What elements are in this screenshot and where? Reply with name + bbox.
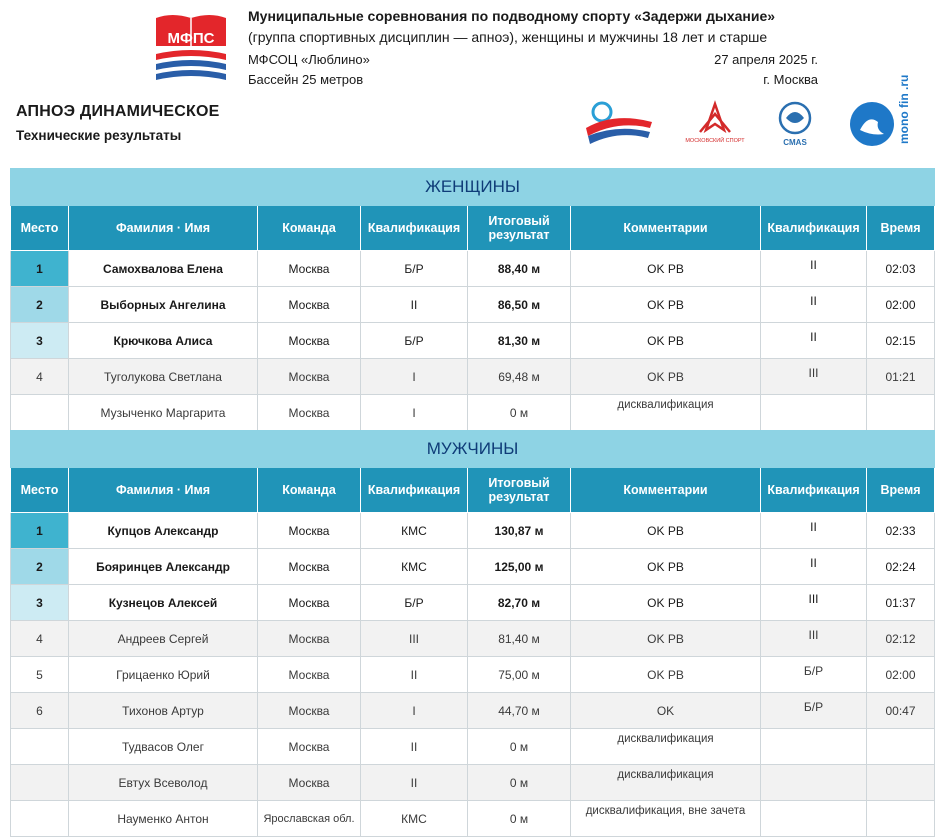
time-cell: 00:47 (867, 693, 935, 729)
result-cell: 0 м (468, 729, 571, 765)
table-row (11, 513, 935, 549)
comment-cell: OK PB (571, 621, 761, 657)
place-cell: 6 (11, 693, 69, 729)
qualification-earned-cell (761, 801, 867, 837)
place-cell (11, 395, 69, 431)
col-team: Команда (258, 468, 361, 513)
team-cell: Москва (258, 621, 361, 657)
team-cell: Москва (258, 395, 361, 431)
place-cell: 1 (11, 513, 69, 549)
women-section-title: ЖЕНЩИНЫ (11, 169, 935, 206)
men-section-title: МУЖЧИНЫ (11, 431, 935, 468)
qualification-cell: II (361, 657, 468, 693)
time-cell: 02:00 (867, 287, 935, 323)
table-row (11, 549, 935, 585)
name-cell: Бояринцев Александр (69, 549, 258, 585)
comment-cell: OK PB (571, 359, 761, 395)
table-row (11, 323, 935, 359)
result-cell: 130,87 м (468, 513, 571, 549)
name-cell: Музыченко Маргарита (69, 395, 258, 431)
qualification-earned-cell (761, 765, 867, 801)
time-cell (867, 765, 935, 801)
women-header-row (11, 206, 935, 251)
name-cell: Тихонов Артур (69, 693, 258, 729)
comment-cell: OK PB (571, 585, 761, 621)
col-qualification: Квалификация (361, 468, 468, 513)
qualification-cell: I (361, 395, 468, 431)
table-row (11, 765, 935, 801)
discipline-title: АПНОЭ ДИНАМИЧЕСКОЕ (16, 103, 220, 120)
qualification-earned-cell (761, 729, 867, 765)
col-name: Фамилия · Имя (69, 468, 258, 513)
men-results-table (10, 430, 935, 837)
team-cell: Москва (258, 359, 361, 395)
time-cell: 02:15 (867, 323, 935, 359)
cmas-text: CMAS (783, 138, 807, 147)
result-cell: 0 м (468, 801, 571, 837)
table-row (11, 801, 935, 837)
qualification-cell: I (361, 693, 468, 729)
col-place: Место (11, 206, 69, 251)
name-cell: Самохвалова Елена (69, 251, 258, 287)
comment-cell: OK PB (571, 323, 761, 359)
place-cell: 4 (11, 359, 69, 395)
result-cell: 0 м (468, 765, 571, 801)
table-row (11, 251, 935, 287)
qualification-earned-cell: II (761, 549, 867, 585)
col-time: Время (867, 468, 935, 513)
qualification-earned-cell: II (761, 251, 867, 287)
place-cell: 5 (11, 657, 69, 693)
swimmer-wave-logo (584, 100, 654, 150)
qualification-cell: I (361, 359, 468, 395)
men-header-row (11, 468, 935, 513)
time-cell (867, 801, 935, 837)
qualification-cell: Б/Р (361, 251, 468, 287)
monofin-text: mono fin .ru (897, 74, 911, 144)
qualification-cell: III (361, 621, 468, 657)
qualification-earned-cell: II (761, 287, 867, 323)
team-cell: Москва (258, 251, 361, 287)
time-cell: 02:00 (867, 657, 935, 693)
team-cell: Москва (258, 765, 361, 801)
result-cell: 75,00 м (468, 657, 571, 693)
name-cell: Купцов Александр (69, 513, 258, 549)
place-cell: 3 (11, 585, 69, 621)
competition-date: 27 апреля 2025 г. (714, 52, 818, 67)
place-cell (11, 801, 69, 837)
time-cell: 01:37 (867, 585, 935, 621)
name-cell: Кузнецов Алексей (69, 585, 258, 621)
comment-cell: OK PB (571, 251, 761, 287)
col-comment: Комментарии (571, 206, 761, 251)
result-cell: 81,30 м (468, 323, 571, 359)
qualification-cell: Б/Р (361, 585, 468, 621)
name-cell: Выборных Ангелина (69, 287, 258, 323)
table-row (11, 657, 935, 693)
name-cell: Науменко Антон (69, 801, 258, 837)
time-cell: 01:21 (867, 359, 935, 395)
qualification-cell: Б/Р (361, 323, 468, 359)
logo-text: МФПС (167, 30, 215, 47)
team-cell: Москва (258, 513, 361, 549)
team-cell: Москва (258, 585, 361, 621)
comment-cell: OK (571, 693, 761, 729)
place-cell: 2 (11, 549, 69, 585)
women-results-table (10, 168, 935, 431)
table-row (11, 359, 935, 395)
qualification-cell: КМС (361, 801, 468, 837)
qualification-cell: II (361, 287, 468, 323)
name-cell: Евтух Всеволод (69, 765, 258, 801)
table-row (11, 621, 935, 657)
col-name: Фамилия · Имя (69, 206, 258, 251)
place-cell: 4 (11, 621, 69, 657)
cmas-logo (772, 100, 818, 150)
result-cell: 88,40 м (468, 251, 571, 287)
col-qualification-earned: Квалификация (761, 468, 867, 513)
venue: МФСОЦ «Люблино» (248, 52, 370, 67)
result-cell: 69,48 м (468, 359, 571, 395)
result-cell: 86,50 м (468, 287, 571, 323)
result-cell: 0 м (468, 395, 571, 431)
comment-cell: дисквалификация (571, 765, 761, 801)
table-row (11, 287, 935, 323)
result-cell: 81,40 м (468, 621, 571, 657)
mfps-logo (152, 10, 230, 86)
competition-subtitle: (группа спортивных дисциплин — апноэ), женщины и мужчины 18 лет и старше (248, 29, 768, 45)
team-cell: Москва (258, 657, 361, 693)
table-row (11, 693, 935, 729)
moscow-sport-text: МОСКОВСКИЙ СПОРТ (685, 138, 745, 144)
qualification-earned-cell: III (761, 359, 867, 395)
comment-cell: OK PB (571, 657, 761, 693)
team-cell: Москва (258, 729, 361, 765)
qualification-cell: II (361, 765, 468, 801)
qualification-earned-cell (761, 395, 867, 431)
name-cell: Андреев Сергей (69, 621, 258, 657)
qualification-earned-cell: III (761, 621, 867, 657)
qualification-earned-cell: II (761, 323, 867, 359)
name-cell: Туголукова Светлана (69, 359, 258, 395)
col-qualification-earned: Квалификация (761, 206, 867, 251)
time-cell (867, 729, 935, 765)
time-cell: 02:12 (867, 621, 935, 657)
qualification-cell: КМС (361, 549, 468, 585)
competition-city: г. Москва (763, 72, 818, 87)
qualification-earned-cell: Б/Р (761, 657, 867, 693)
col-result: Итоговый результат (468, 468, 571, 513)
qualification-earned-cell: Б/Р (761, 693, 867, 729)
col-time: Время (867, 206, 935, 251)
name-cell: Тудвасов Олег (69, 729, 258, 765)
result-cell: 125,00 м (468, 549, 571, 585)
comment-cell: дисквалификация, вне зачета (571, 801, 761, 837)
team-cell: Москва (258, 549, 361, 585)
result-cell: 44,70 м (468, 693, 571, 729)
discipline-subtitle: Технические результаты (16, 128, 182, 143)
col-team: Команда (258, 206, 361, 251)
moscow-sport-logo (685, 100, 745, 155)
time-cell: 02:24 (867, 549, 935, 585)
table-row (11, 585, 935, 621)
col-result: Итоговый результат (468, 206, 571, 251)
comment-cell: OK PB (571, 513, 761, 549)
comment-cell: OK PB (571, 549, 761, 585)
monofin-logo (848, 74, 922, 150)
time-cell: 02:03 (867, 251, 935, 287)
team-cell: Москва (258, 323, 361, 359)
comment-cell: дисквалификация (571, 729, 761, 765)
place-cell: 2 (11, 287, 69, 323)
comment-cell: OK PB (571, 287, 761, 323)
name-cell: Грицаенко Юрий (69, 657, 258, 693)
pool-info: Бассейн 25 метров (248, 72, 364, 87)
team-cell: Москва (258, 693, 361, 729)
table-row (11, 395, 935, 431)
place-cell: 1 (11, 251, 69, 287)
time-cell (867, 395, 935, 431)
comment-cell: дисквалификация (571, 395, 761, 431)
col-qualification: Квалификация (361, 206, 468, 251)
qualification-cell: II (361, 729, 468, 765)
qualification-earned-cell: II (761, 513, 867, 549)
place-cell: 3 (11, 323, 69, 359)
col-comment: Комментарии (571, 468, 761, 513)
place-cell (11, 765, 69, 801)
qualification-earned-cell: III (761, 585, 867, 621)
place-cell (11, 729, 69, 765)
qualification-cell: КМС (361, 513, 468, 549)
col-place: Место (11, 468, 69, 513)
name-cell: Крючкова Алиса (69, 323, 258, 359)
team-cell: Ярославская обл. (258, 801, 361, 837)
team-cell: Москва (258, 287, 361, 323)
result-cell: 82,70 м (468, 585, 571, 621)
table-row (11, 729, 935, 765)
competition-title: Муниципальные соревнования по подводному спорту «Задержи дыхание» (248, 8, 776, 24)
time-cell: 02:33 (867, 513, 935, 549)
